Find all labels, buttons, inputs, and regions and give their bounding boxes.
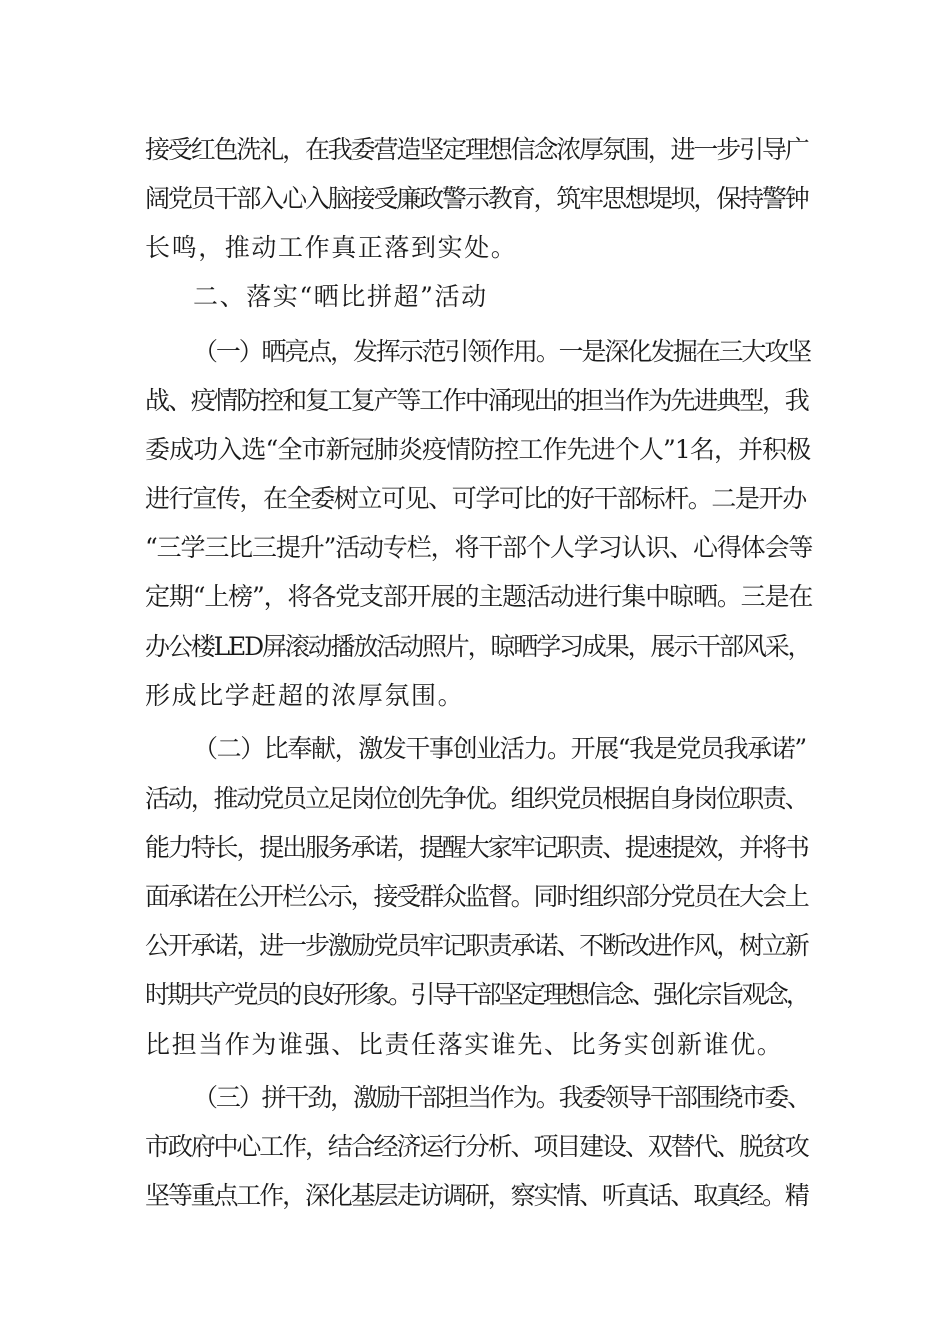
paragraph-line: 接受红色洗礼，在我委营造坚定理想信念浓厚氛围，进一步引导广 <box>145 135 808 164</box>
section-heading: 二、落实“晒比拼超”活动 <box>193 282 488 311</box>
paragraph-line: （三）拼干劲，激励干部担当作为。我委领导干部围绕市委、 <box>193 1083 810 1112</box>
paragraph-line: “三学三比三提升”活动专栏，将干部个人学习认识、心得体会等 <box>145 533 813 562</box>
paragraph-line: 阔党员干部入心入脑接受廉政警示教育，筑牢思想堤坝，保持警钟 <box>145 184 808 213</box>
paragraph-line: 进行宣传，在全委树立可见、可学可比的好干部标杆。二是开办 <box>145 484 806 513</box>
paragraph-line: 能力特长，提出服务承诺，提醒大家牢记职责、提速提效，并将书 <box>145 833 808 862</box>
paragraph-line: 形成比学赶超的浓厚氛围。 <box>145 681 465 710</box>
paragraph-line: 战、疫情防控和复工复产等工作中涌现出的担当作为先进典型，我 <box>145 386 808 415</box>
paragraph-line: 定期“上榜”，将各党支部开展的主题活动进行集中晾晒。三是在 <box>145 582 813 611</box>
paragraph-line: （一）晒亮点，发挥示范引领作用。一是深化发掘在三大攻坚 <box>193 337 810 366</box>
paragraph-line: 活动，推动党员立足岗位创先争优。组织党员根据自身岗位职责、 <box>145 784 808 813</box>
paragraph-line: 公开承诺，进一步激励党员牢记职责承诺、不断改进作风，树立新 <box>145 931 808 960</box>
paragraph-line: 比担当作为谁强、比责任落实谁先、比务实创新谁优。 <box>145 1030 784 1059</box>
paragraph-line: 面承诺在公开栏公示，接受群众监督。同时组织部分党员在大会上 <box>145 882 808 911</box>
paragraph-line: （二）比奉献，激发干事创业活力。开展“我是党员我承诺” <box>193 734 806 763</box>
paragraph-line: 时期共产党员的良好形象。引导干部坚定理想信念、强化宗旨观念， <box>145 980 809 1009</box>
paragraph-line: 委成功入选“全市新冠肺炎疫情防控工作先进个人”1名，并积极 <box>145 435 811 464</box>
paragraph-line: 办公楼LED屏滚动播放活动照片，晾晒学习成果，展示干部风采， <box>145 632 811 661</box>
paragraph-line: 市政府中心工作，结合经济运行分析、项目建设、双替代、脱贫攻 <box>145 1132 808 1161</box>
paragraph-line: 坚等重点工作，深化基层走访调研，察实情、听真话、取真经。精 <box>145 1181 808 1210</box>
paragraph-line: 长鸣，推动工作真正落到实处。 <box>145 233 518 262</box>
